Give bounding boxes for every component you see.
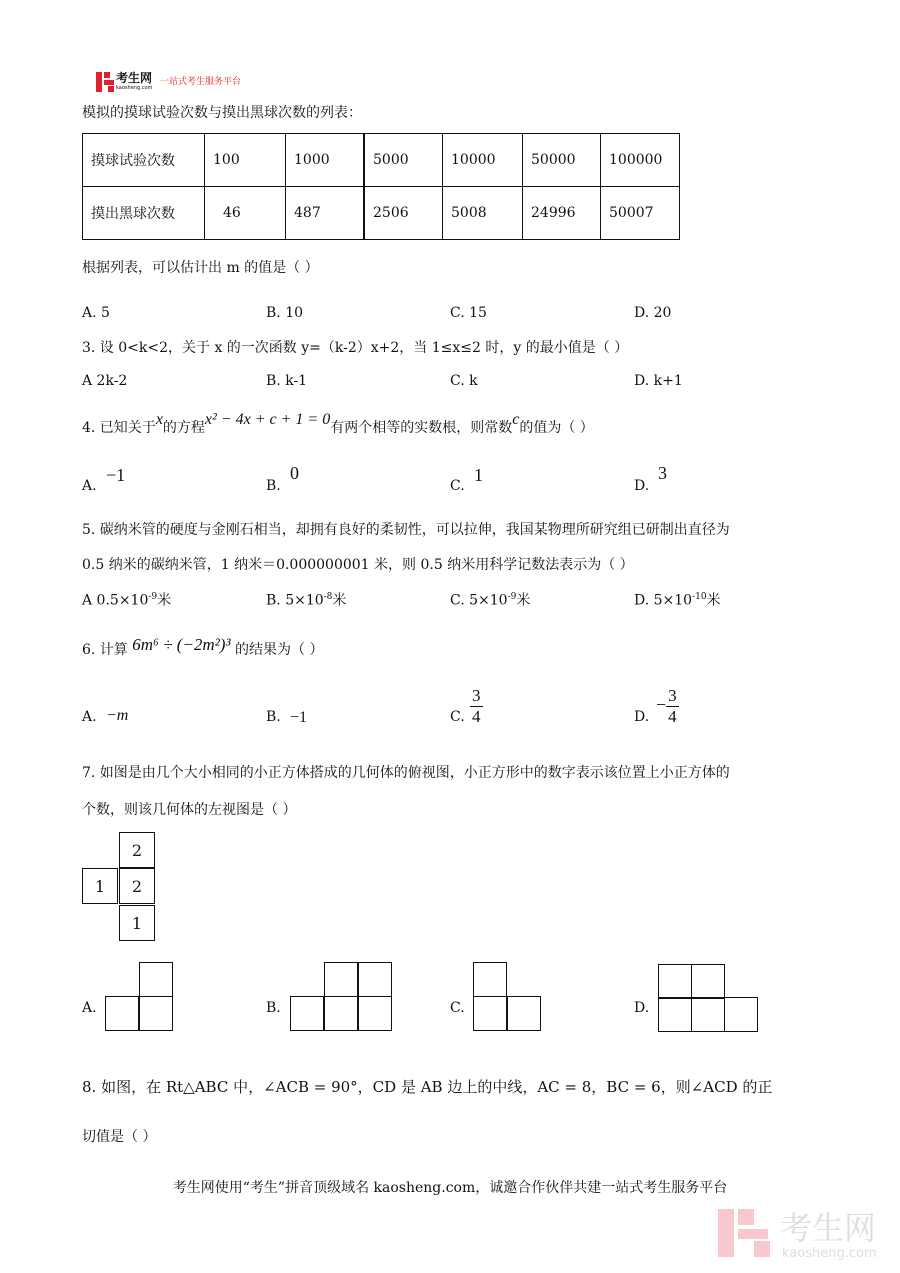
q2-option-b: B. 10	[266, 305, 304, 321]
q6-option-a: A.	[82, 709, 97, 725]
q4-stem: 4. 已知关于x的方程x² − 4x + c + 1 = 0有两个相等的实数根，则常数c的值为（ ）	[82, 411, 594, 436]
logo-icon	[96, 72, 114, 92]
q5-option-b: B. $5\times 10^{-8}$米	[266, 592, 347, 609]
q2-option-c: C. 15	[450, 305, 487, 321]
exam-page: 考生网 kaosheng.com 一站式考生服务平台 模拟的摸球试验次数与摸出黑球次数的列表： 摸球试验次数 100 1000 5000 10000 50000 100000 摸出黑球次数 46 487 2506 5008 24996 50007 根据列表，可以估计出 m 的值是（ ） A. 5 B. 10 C. 15 D. 20 3. 设 0<k<2，关于 x 的一次函数 y=（k-2）x+2，当 1≤x≤2 时，y 的最小值是（ ） A 2k-2 B. k-1 C. k D. k+1 4. 已知关于x的方程x² − 4x + c + 1 = 0有两个相等的实数根，则常数c的值为（ ） A. −1 B. 0 C. 1 D. 3 5. 碳纳米管的硬度与金刚石相当，却拥有良好的柔韧性，可以拉伸，我国某物理所研究组已研制出直径为 0.5 纳米的碳纳米管，1 纳米＝0.000000001 米，则 0.5 纳米用科学记数法表示为（ ） A $0.5\times 10^{-9}$米 B. $5\times 10^{-8}$米 C. $5\times 10^{-9}$米 D. $5\times 10^{-10}$米 6. 计算 6m⁶ ÷ (−2m²)³ 的结果为（ ） A. −m B. −1 C. $\frac{3}{4}$ D. − $\frac{3}{4}$ 7. 如图是由几个大小相同的小正方体搭成的几何体的俯视图，小正方形中的数字表示该位置上小正方体的 个数，则该几何体的左视图是（ ） 2 1 2 1 A. B. C. D. 8. 如图，在 Rt△ABC 中，∠ACB = 90°，CD 是 AB 边上的中线，AC = 8，BC = 6，则∠ACD 的正 切值是（ ） 考生网使用“考生”拼音顶级域名 kaosheng.com，诚邀合作伙伴共建一站式考生服务平台 考生网 kaosheng.com	[0, 0, 900, 1273]
watermark-logo	[718, 1205, 888, 1263]
table-row: 摸出黑球次数 46 487 2506 5008 24996 50007	[83, 187, 680, 240]
q7-option-b: B.	[266, 1000, 281, 1016]
q5-option-c: C. $5\times 10^{-9}$米	[450, 592, 531, 609]
q5-option-a: A $0.5\times 10^{-9}$米	[82, 592, 172, 609]
q6-option-b: B.	[266, 709, 281, 725]
q7-option-a: A.	[82, 1000, 97, 1016]
q4-option-a: A.	[82, 478, 97, 494]
q2-option-d: D. 20	[634, 305, 672, 321]
q6-option-d: D.	[634, 709, 650, 725]
q3-stem: 3. 设 0<k<2，关于 x 的一次函数 y=（k-2）x+2，当 1≤x≤2 时，y 的最小值是（ ）	[82, 340, 629, 356]
table-row: 摸球试验次数 100 1000 5000 10000 50000 100000	[83, 134, 680, 187]
data-table	[82, 133, 680, 240]
q7-line2: 个数，则该几何体的左视图是（ ）	[82, 802, 297, 818]
svg-text:kaosheng.com: kaosheng.com	[782, 1246, 877, 1260]
watermark-icon	[718, 1205, 888, 1260]
q7-line1: 7. 如图是由几个大小相同的小正方体搭成的几何体的俯视图，小正方形中的数字表示该位置上小正方体的	[82, 765, 730, 781]
q2-stem: 根据列表，可以估计出 m 的值是（ ）	[82, 260, 319, 276]
q2-option-a: A. 5	[82, 305, 110, 321]
q4-option-c: C.	[450, 478, 465, 494]
q8-line2: 切值是（ ）	[82, 1129, 157, 1145]
q6-option-c: C.	[450, 709, 465, 725]
q3-option-c: C. k	[450, 373, 478, 389]
q8-line1: 8. 如图，在 Rt△ABC 中，∠ACB = 90°，CD 是 AB 边上的中线，AC = 8，BC = 6，则∠ACD 的正	[82, 1078, 773, 1096]
q6-stem: 6. 计算 6m⁶ ÷ (−2m²)³ 的结果为（ ）	[82, 635, 324, 658]
intro-text: 模拟的摸球试验次数与摸出黑球次数的列表：	[82, 105, 362, 121]
q4-option-d: D.	[634, 478, 650, 494]
q5-option-d: D. $5\times 10^{-10}$米	[634, 592, 721, 609]
svg-text:考生网: 考生网	[780, 1209, 877, 1247]
q3-option-b: B. k-1	[266, 373, 308, 389]
q3-option-a: A 2k-2	[82, 373, 128, 389]
footer-text: 考生网使用“考生”拼音顶级域名 kaosheng.com，诚邀合作伙伴共建一站式考生服务平台	[172, 1180, 728, 1196]
q5-line1: 5. 碳纳米管的硬度与金刚石相当，却拥有良好的柔韧性，可以拉伸，我国某物理所研究组已研制出直径为	[82, 522, 730, 538]
q7-option-c: C.	[450, 1000, 465, 1016]
q5-line2: 0.5 纳米的碳纳米管，1 纳米＝0.000000001 米，则 0.5 纳米用科学记数法表示为（ ）	[82, 557, 634, 573]
logo: 考生网 kaosheng.com 一站式考生服务平台	[96, 72, 114, 95]
q7-option-d: D.	[634, 1000, 650, 1016]
q4-option-b: B.	[266, 478, 281, 494]
q3-option-d: D. k+1	[634, 373, 683, 389]
